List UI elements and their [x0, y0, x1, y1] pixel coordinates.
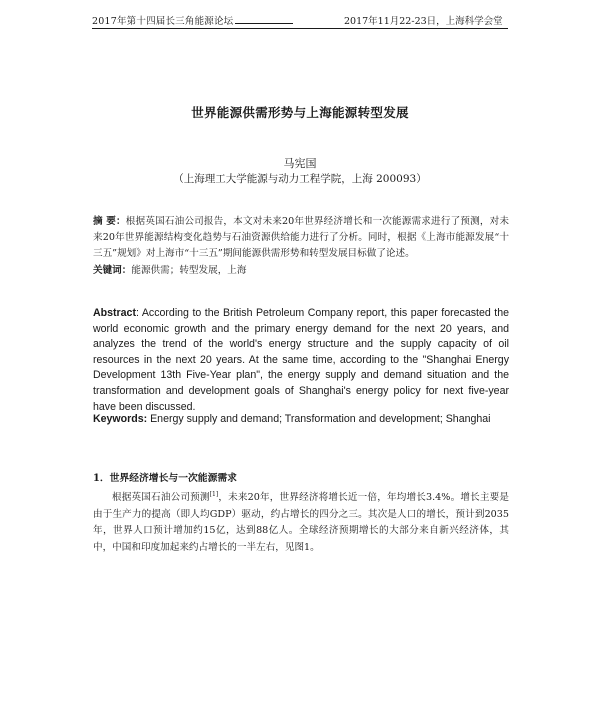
english-abstract-text: : According to the British Petroleum Company report, this paper forecasted the world economic growth and the primary energy demand for the next 20 years, and analyzes the trend of the world's energy structure and the supply capacity of oil resources in the next 20 years. At the same time, according to the "Shanghai Energy Development 13th Five-Year plan", the energy supply and demand situation and the transformation and development goals of Shanghai's energy policy for next five-year have been discussed. [93, 307, 509, 413]
header-underline-blank [235, 15, 293, 24]
section-1-heading: 1．世界经济增长与一次能源需求 [93, 473, 237, 484]
header-divider [92, 28, 508, 29]
chinese-keywords-text: 能源供需；转型发展，上海 [131, 265, 247, 276]
chinese-abstract [93, 214, 509, 262]
running-header-left [92, 13, 293, 27]
paragraph-text-before-citation: 根据英国石油公司预测 [112, 492, 210, 504]
english-abstract [93, 306, 509, 415]
chinese-abstract-label: 摘 要： [93, 216, 126, 227]
chinese-abstract-text: 根据英国石油公司报告，本文对未来20年世界经济增长和一次能源需求进行了预测，对未来20年世界能源结构变化趋势与石油资源供给能力进行了分析。同时，根据《上海市能源发展“十三五”规划》对上海市“十三五”期间能源供需形势和转型发展目标做了论述。 [93, 216, 509, 259]
english-keywords-label: Keywords: [93, 413, 148, 425]
header-left-text: 2017年第十四届长三角能源论坛 [92, 16, 234, 27]
english-abstract-label: Abstract [93, 307, 136, 319]
chinese-keywords-label: 关键词： [93, 265, 132, 276]
paragraph-text-after-citation: ，未来20年，世界经济将增长近一倍，年均增长3.4%。增长主要是由于生产力的提高（即人均GDP）驱动，约占增长的四分之三。其次是人口的增长，预计到2035年，世界人口预计增加约15亿，达到88亿人。全球经济预期增长的大部分来自新兴经济体，其中，中国和印度加起来约占增长的一半左右，见图1。 [93, 492, 509, 553]
section-1-paragraph [93, 487, 509, 556]
author-affiliation: （上海理工大学能源与动力工程学院，上海 200093） [173, 173, 427, 185]
citation-reference: [1] [209, 491, 219, 498]
chinese-keywords [93, 263, 509, 279]
author-name: 马宪国 [283, 157, 317, 170]
english-keywords-text: Energy supply and demand; Transformation and development; Shanghai [147, 413, 491, 425]
paper-title: 世界能源供需形势与上海能源转型发展 [191, 105, 409, 120]
english-keywords [93, 412, 509, 428]
running-header-right: 2017年11月22-23日，上海科学会堂 [344, 16, 503, 27]
